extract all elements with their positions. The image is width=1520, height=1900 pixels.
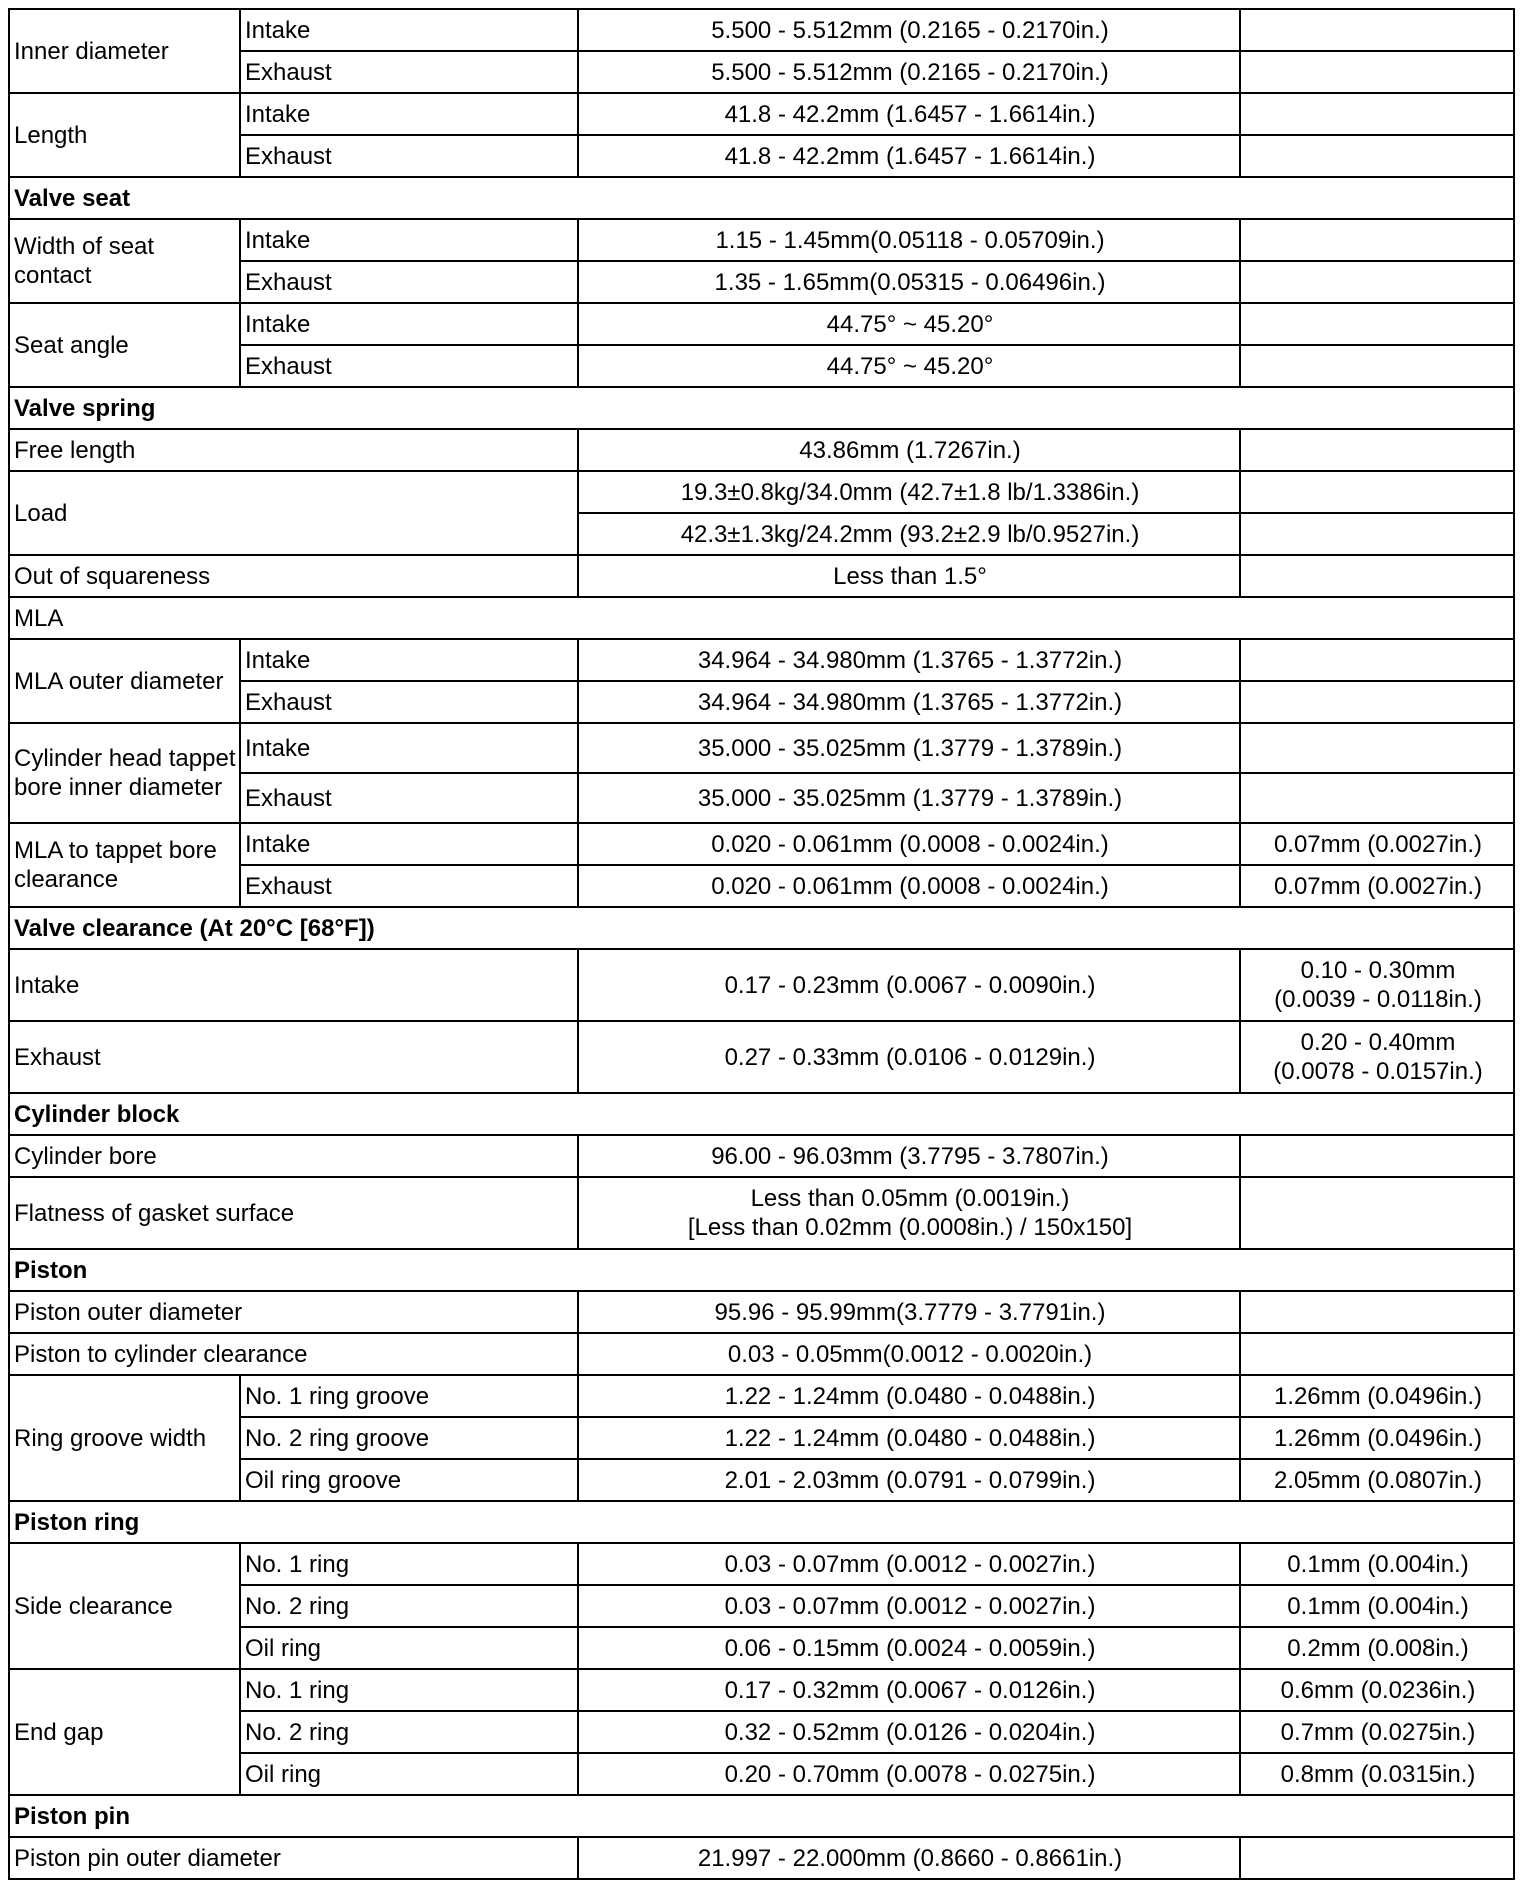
sub-label: Exhaust	[240, 773, 578, 823]
table-row	[9, 1249, 1514, 1291]
spec-label: Ring groove width	[9, 1375, 240, 1501]
spec-label: Free length	[9, 429, 578, 471]
sub-label: No. 2 ring	[240, 1585, 578, 1627]
spec-label: Inner diameter	[9, 9, 240, 93]
standard-value: 2.01 - 2.03mm (0.0791 - 0.0799in.)	[578, 1459, 1240, 1501]
section-header: Piston	[9, 1249, 1514, 1291]
limit-value: 2.05mm (0.0807in.)	[1240, 1459, 1514, 1501]
standard-value: 0.32 - 0.52mm (0.0126 - 0.0204in.)	[578, 1711, 1240, 1753]
sub-label: Intake	[240, 219, 578, 261]
standard-value: 44.75° ~ 45.20°	[578, 345, 1240, 387]
spec-label: Exhaust	[9, 1021, 578, 1093]
standard-value-line: [Less than 0.02mm (0.0008in.) / 150x150]	[687, 1214, 1133, 1241]
limit-value	[1240, 1021, 1514, 1093]
spec-label: MLA outer diameter	[9, 639, 240, 723]
table-row	[9, 387, 1514, 429]
section-header: Piston pin	[9, 1795, 1514, 1837]
standard-value-line: Less than 0.05mm (0.0019in.)	[750, 1185, 1070, 1212]
standard-value: 5.500 - 5.512mm (0.2165 - 0.2170in.)	[578, 51, 1240, 93]
standard-value: 0.17 - 0.32mm (0.0067 - 0.0126in.)	[578, 1669, 1240, 1711]
limit-value	[1240, 513, 1514, 555]
table-row	[9, 1291, 1514, 1333]
table-row	[9, 949, 1514, 1021]
sub-label: Intake	[240, 93, 578, 135]
standard-value: 0.03 - 0.07mm (0.0012 - 0.0027in.)	[578, 1543, 1240, 1585]
spec-label: Side clearance	[9, 1543, 240, 1669]
limit-value	[1240, 1177, 1514, 1249]
table-row	[9, 219, 1514, 261]
limit-value	[1240, 555, 1514, 597]
spec-label: Load	[9, 471, 578, 555]
limit-value	[1240, 1837, 1514, 1879]
sub-label: Intake	[240, 303, 578, 345]
table-row	[9, 555, 1514, 597]
sub-label: Intake	[240, 639, 578, 681]
limit-value	[1240, 1333, 1514, 1375]
table-row	[9, 1669, 1514, 1711]
limit-value	[1240, 345, 1514, 387]
standard-value: 0.20 - 0.70mm (0.0078 - 0.0275in.)	[578, 1753, 1240, 1795]
limit-value	[1240, 1291, 1514, 1333]
standard-value: Less than 1.5°	[578, 555, 1240, 597]
table-row	[9, 1093, 1514, 1135]
limit-value	[1240, 723, 1514, 773]
limit-value: 0.6mm (0.0236in.)	[1240, 1669, 1514, 1711]
sub-label: Exhaust	[240, 135, 578, 177]
standard-value: 19.3±0.8kg/34.0mm (42.7±1.8 lb/1.3386in.)	[578, 471, 1240, 513]
spec-label: End gap	[9, 1669, 240, 1795]
standard-value: 21.997 - 22.000mm (0.8660 - 0.8661in.)	[578, 1837, 1240, 1879]
limit-value: 0.07mm (0.0027in.)	[1240, 865, 1514, 907]
spec-label: Width of seat contact	[9, 219, 240, 303]
sub-label: Intake	[240, 723, 578, 773]
limit-value	[1240, 949, 1514, 1021]
sub-label: Exhaust	[240, 865, 578, 907]
sub-label: No. 2 ring groove	[240, 1417, 578, 1459]
table-row	[9, 1333, 1514, 1375]
standard-value: 34.964 - 34.980mm (1.3765 - 1.3772in.)	[578, 639, 1240, 681]
table-row	[9, 1135, 1514, 1177]
limit-value-line: 0.20 - 0.40mm	[1300, 1029, 1456, 1056]
sub-label: No. 1 ring	[240, 1543, 578, 1585]
standard-value: 0.03 - 0.07mm (0.0012 - 0.0027in.)	[578, 1585, 1240, 1627]
standard-value: 41.8 - 42.2mm (1.6457 - 1.6614in.)	[578, 93, 1240, 135]
limit-value	[1240, 471, 1514, 513]
standard-value: 1.35 - 1.65mm(0.05315 - 0.06496in.)	[578, 261, 1240, 303]
spec-label: MLA to tappet bore clearance	[9, 823, 240, 907]
limit-value	[1240, 135, 1514, 177]
spec-label: Length	[9, 93, 240, 177]
standard-value: 5.500 - 5.512mm (0.2165 - 0.2170in.)	[578, 9, 1240, 51]
table-row	[9, 1021, 1514, 1093]
limit-value: 0.2mm (0.008in.)	[1240, 1627, 1514, 1669]
limit-value: 1.26mm (0.0496in.)	[1240, 1417, 1514, 1459]
standard-value: 1.22 - 1.24mm (0.0480 - 0.0488in.)	[578, 1375, 1240, 1417]
table-row	[9, 471, 1514, 513]
standard-value: 95.96 - 95.99mm(3.7779 - 3.7791in.)	[578, 1291, 1240, 1333]
section-header: Valve clearance (At 20°C [68°F])	[9, 907, 1514, 949]
table-row	[9, 1795, 1514, 1837]
standard-value: 0.06 - 0.15mm (0.0024 - 0.0059in.)	[578, 1627, 1240, 1669]
limit-value-line: (0.0039 - 0.0118in.)	[1274, 986, 1482, 1013]
spec-table-body	[9, 9, 1514, 1879]
limit-value: 0.7mm (0.0275in.)	[1240, 1711, 1514, 1753]
section-header: MLA	[9, 597, 1514, 639]
table-row	[9, 597, 1514, 639]
standard-value: 35.000 - 35.025mm (1.3779 - 1.3789in.)	[578, 723, 1240, 773]
limit-value	[1240, 773, 1514, 823]
section-header: Valve spring	[9, 387, 1514, 429]
standard-value: 43.86mm (1.7267in.)	[578, 429, 1240, 471]
table-row	[9, 1501, 1514, 1543]
standard-value: 0.020 - 0.061mm (0.0008 - 0.0024in.)	[578, 865, 1240, 907]
limit-value: 0.07mm (0.0027in.)	[1240, 823, 1514, 865]
standard-value: 35.000 - 35.025mm (1.3779 - 1.3789in.)	[578, 773, 1240, 823]
sub-label: Intake	[240, 823, 578, 865]
spec-label: Piston outer diameter	[9, 1291, 578, 1333]
spec-label: Piston pin outer diameter	[9, 1837, 578, 1879]
sub-label: Exhaust	[240, 261, 578, 303]
spec-label: Seat angle	[9, 303, 240, 387]
table-row	[9, 723, 1514, 773]
sub-label: Oil ring	[240, 1753, 578, 1795]
table-row	[9, 1837, 1514, 1879]
standard-value: 0.020 - 0.061mm (0.0008 - 0.0024in.)	[578, 823, 1240, 865]
limit-value	[1240, 9, 1514, 51]
table-row	[9, 639, 1514, 681]
spec-label: Cylinder head tappet bore inner diameter	[9, 723, 240, 823]
table-row	[9, 1177, 1514, 1249]
sub-label: Oil ring groove	[240, 1459, 578, 1501]
table-row	[9, 177, 1514, 219]
limit-value-line: (0.0078 - 0.0157in.)	[1273, 1058, 1483, 1085]
standard-value: 42.3±1.3kg/24.2mm (93.2±2.9 lb/0.9527in.)	[578, 513, 1240, 555]
standard-value: 44.75° ~ 45.20°	[578, 303, 1240, 345]
standard-value: 0.27 - 0.33mm (0.0106 - 0.0129in.)	[578, 1021, 1240, 1093]
sub-label: No. 1 ring	[240, 1669, 578, 1711]
limit-value	[1240, 219, 1514, 261]
table-row	[9, 303, 1514, 345]
limit-value	[1240, 681, 1514, 723]
spec-label: Intake	[9, 949, 578, 1021]
standard-value: 0.03 - 0.05mm(0.0012 - 0.0020in.)	[578, 1333, 1240, 1375]
limit-value	[1240, 51, 1514, 93]
sub-label: Intake	[240, 9, 578, 51]
engine-spec-table	[8, 8, 1515, 1880]
table-row	[9, 1543, 1514, 1585]
table-row	[9, 907, 1514, 949]
limit-value-line: 0.10 - 0.30mm	[1300, 957, 1456, 984]
sub-label: Exhaust	[240, 51, 578, 93]
standard-value: 1.15 - 1.45mm(0.05118 - 0.05709in.)	[578, 219, 1240, 261]
standard-value: 96.00 - 96.03mm (3.7795 - 3.7807in.)	[578, 1135, 1240, 1177]
limit-value	[1240, 429, 1514, 471]
standard-value: 41.8 - 42.2mm (1.6457 - 1.6614in.)	[578, 135, 1240, 177]
limit-value	[1240, 93, 1514, 135]
standard-value: 1.22 - 1.24mm (0.0480 - 0.0488in.)	[578, 1417, 1240, 1459]
limit-value: 0.1mm (0.004in.)	[1240, 1585, 1514, 1627]
section-header: Valve seat	[9, 177, 1514, 219]
limit-value: 0.8mm (0.0315in.)	[1240, 1753, 1514, 1795]
sub-label: No. 2 ring	[240, 1711, 578, 1753]
limit-value	[1240, 303, 1514, 345]
limit-value	[1240, 1135, 1514, 1177]
spec-label: Out of squareness	[9, 555, 578, 597]
limit-value: 0.1mm (0.004in.)	[1240, 1543, 1514, 1585]
table-row	[9, 429, 1514, 471]
limit-value	[1240, 261, 1514, 303]
table-row	[9, 9, 1514, 51]
section-header: Cylinder block	[9, 1093, 1514, 1135]
section-header: Piston ring	[9, 1501, 1514, 1543]
spec-label: Piston to cylinder clearance	[9, 1333, 578, 1375]
sub-label: Exhaust	[240, 681, 578, 723]
spec-label: Flatness of gasket surface	[9, 1177, 578, 1249]
sub-label: Oil ring	[240, 1627, 578, 1669]
limit-value	[1240, 639, 1514, 681]
sub-label: No. 1 ring groove	[240, 1375, 578, 1417]
spec-label: Cylinder bore	[9, 1135, 578, 1177]
standard-value: 34.964 - 34.980mm (1.3765 - 1.3772in.)	[578, 681, 1240, 723]
standard-value	[578, 1177, 1240, 1249]
standard-value: 0.17 - 0.23mm (0.0067 - 0.0090in.)	[578, 949, 1240, 1021]
table-row	[9, 1375, 1514, 1417]
sub-label: Exhaust	[240, 345, 578, 387]
limit-value: 1.26mm (0.0496in.)	[1240, 1375, 1514, 1417]
table-row	[9, 93, 1514, 135]
table-row	[9, 823, 1514, 865]
